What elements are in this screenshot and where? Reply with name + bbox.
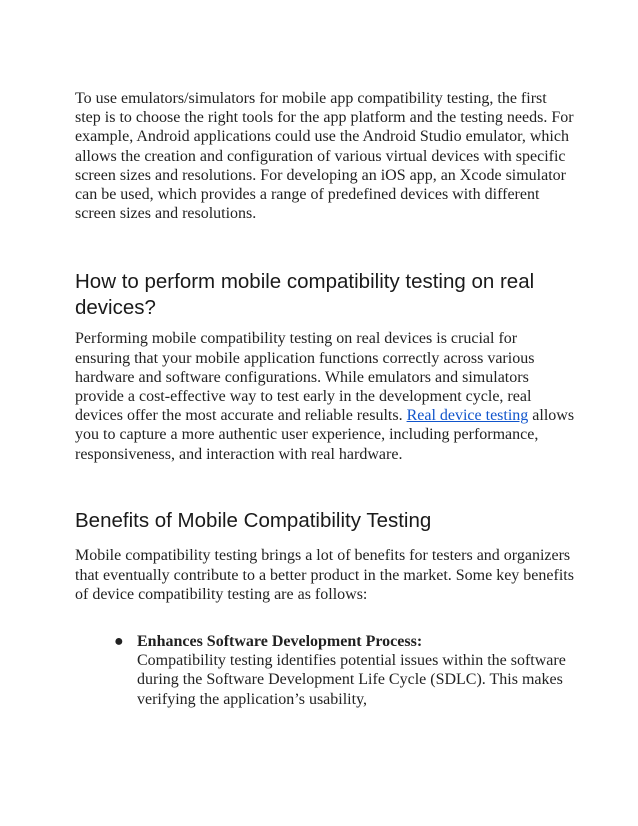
document-page bbox=[75, 89, 575, 709]
spacer bbox=[75, 320, 575, 329]
benefits-heading: Benefits of Mobile Compatibility Testing bbox=[75, 508, 432, 532]
real-devices-text-before-link: Performing mobile compatibility testing on real devices is crucial for ensuring that your mobile application functions correctly across various hardware and software configurations. While emulators and simulators provide a cost-effective way to test early in the development cycle, real devices offer the most accurate and reliable results. bbox=[75, 330, 535, 425]
benefits-list bbox=[75, 632, 575, 709]
real-devices-paragraph bbox=[75, 329, 575, 463]
real-devices-text-after-link: allows you to capture a more authentic user experience, including performance, responsiveness, and interaction with real hardware. bbox=[75, 407, 575, 463]
benefit-description: Compatibility testing identifies potential issues within the software during the Software Development Life Cycle (SDLC). This makes verifying the application’s usability, bbox=[137, 652, 566, 708]
list-item bbox=[75, 632, 575, 709]
benefit-title: Enhances Software Development Process: bbox=[137, 632, 423, 650]
real-device-testing-link[interactable]: Real device testing bbox=[406, 407, 529, 425]
benefits-intro-paragraph: Mobile compatibility testing brings a lot of benefits for testers and organizers that eventually contribute to a better product in the market. Some key benefits of device compatibility testing are as follows: bbox=[75, 547, 574, 603]
spacer bbox=[75, 464, 575, 508]
spacer bbox=[75, 604, 575, 632]
spacer bbox=[75, 533, 575, 546]
intro-paragraph: To use emulators/simulators for mobile app compatibility testing, the first step is to choose the right tools for the app platform and the testing needs. For example, Android applications could use the Android Studio emulator, which allows the creation and configuration of various virtual devices with specific screen sizes and resolutions. For developing an iOS app, an Xcode simulator can be used, which provides a range of predefined devices with different screen sizes and resolutions. bbox=[75, 90, 574, 223]
bullet-icon: ● bbox=[114, 632, 124, 650]
real-devices-heading: How to perform mobile compatibility testing on real devices? bbox=[75, 270, 535, 319]
spacer bbox=[75, 223, 575, 269]
